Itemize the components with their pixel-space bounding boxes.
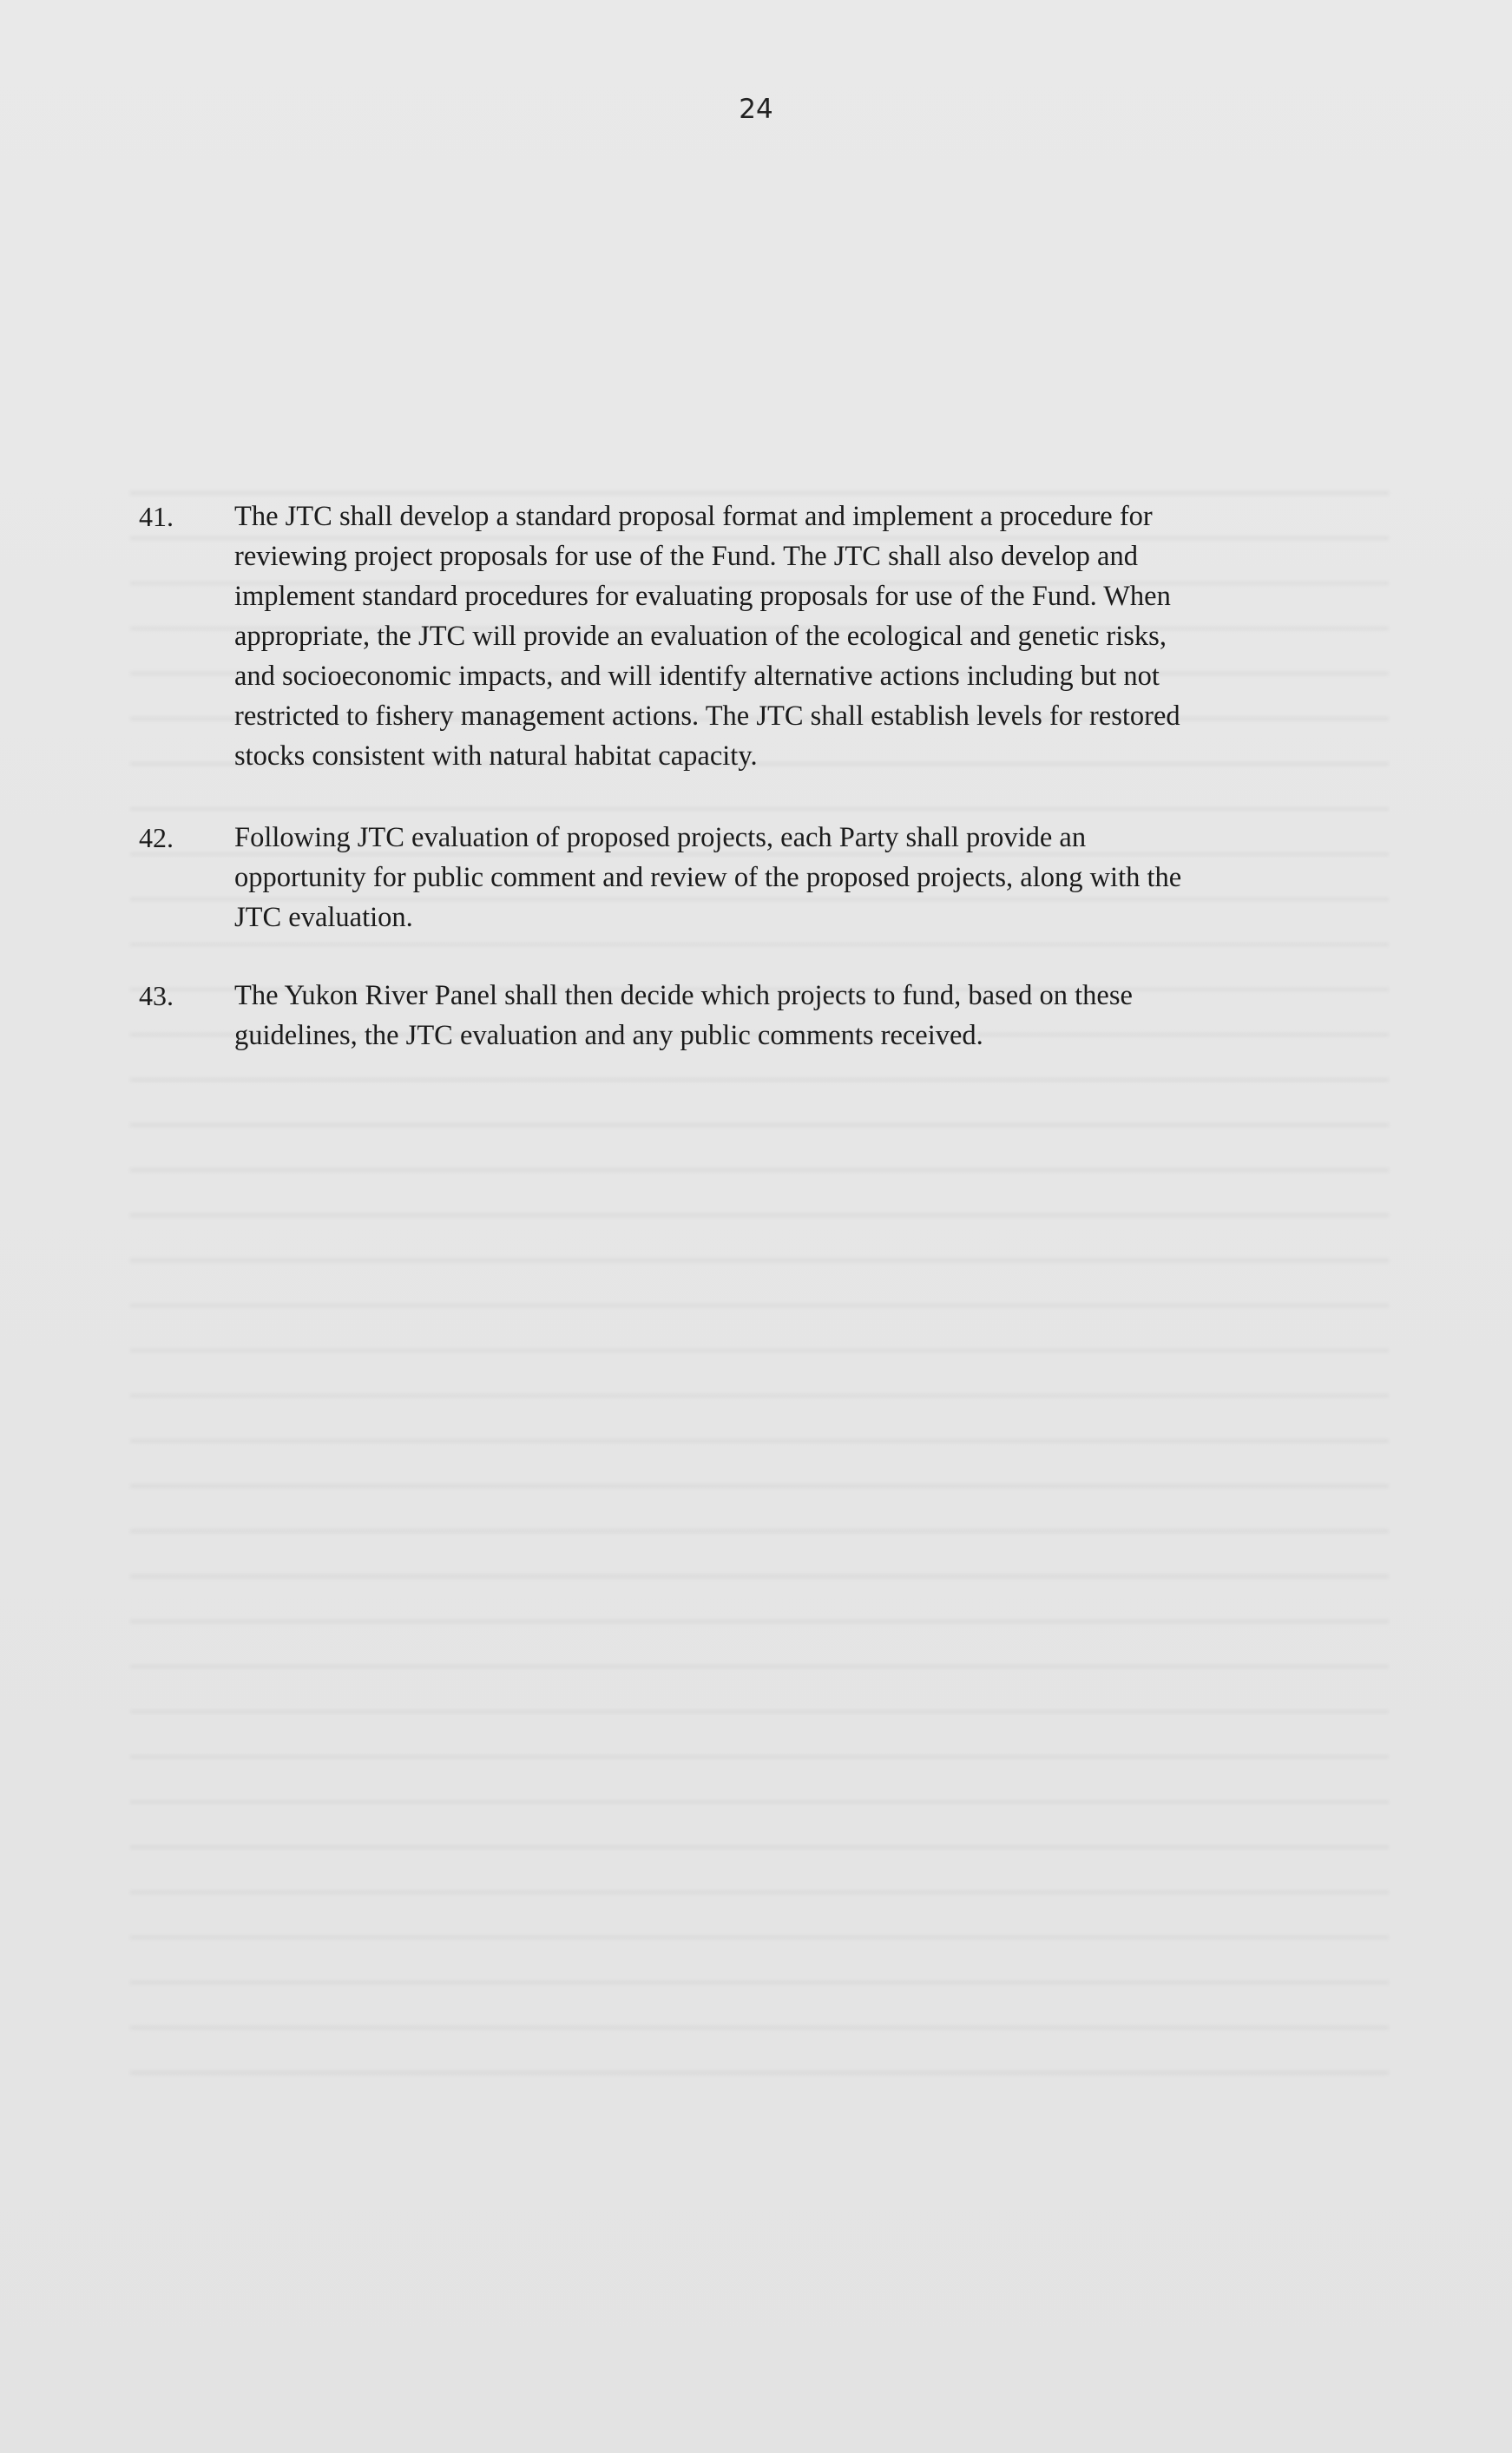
paragraph-number: 43.: [139, 980, 174, 1011]
text-line: stocks consistent with natural habitat capacity.: [234, 740, 758, 772]
text-line: and socioeconomic impacts, and will identify alternative actions including but not: [234, 661, 1160, 692]
paragraph-text: [234, 497, 1389, 776]
text-line: reviewing project proposals for use of the Fund. The JTC shall also develop and: [234, 541, 1138, 572]
text-line: Following JTC evaluation of proposed projects, each Party shall provide an: [234, 822, 1087, 853]
paragraph-number: 42.: [139, 822, 174, 853]
text-line: The Yukon River Panel shall then decide which projects to fund, based on these: [234, 980, 1133, 1011]
paragraph-text: [234, 818, 1389, 937]
page-number: 24: [739, 94, 773, 125]
paragraph-number: 41.: [139, 501, 174, 532]
text-line: implement standard procedures for evaluating proposals for use of the Fund. When: [234, 581, 1171, 612]
text-line: guidelines, the JTC evaluation and any public comments received.: [234, 1020, 983, 1051]
text-line: JTC evaluation.: [234, 902, 413, 933]
text-line: The JTC shall develop a standard proposal format and implement a procedure for: [234, 501, 1153, 532]
text-line: restricted to fishery management actions. The JTC shall establish levels for restored: [234, 700, 1180, 732]
text-line: opportunity for public comment and review of the proposed projects, along with the: [234, 862, 1182, 893]
text-line: appropriate, the JTC will provide an evaluation of the ecological and genetic risks,: [234, 621, 1167, 652]
paragraph-text: [234, 976, 1389, 1056]
